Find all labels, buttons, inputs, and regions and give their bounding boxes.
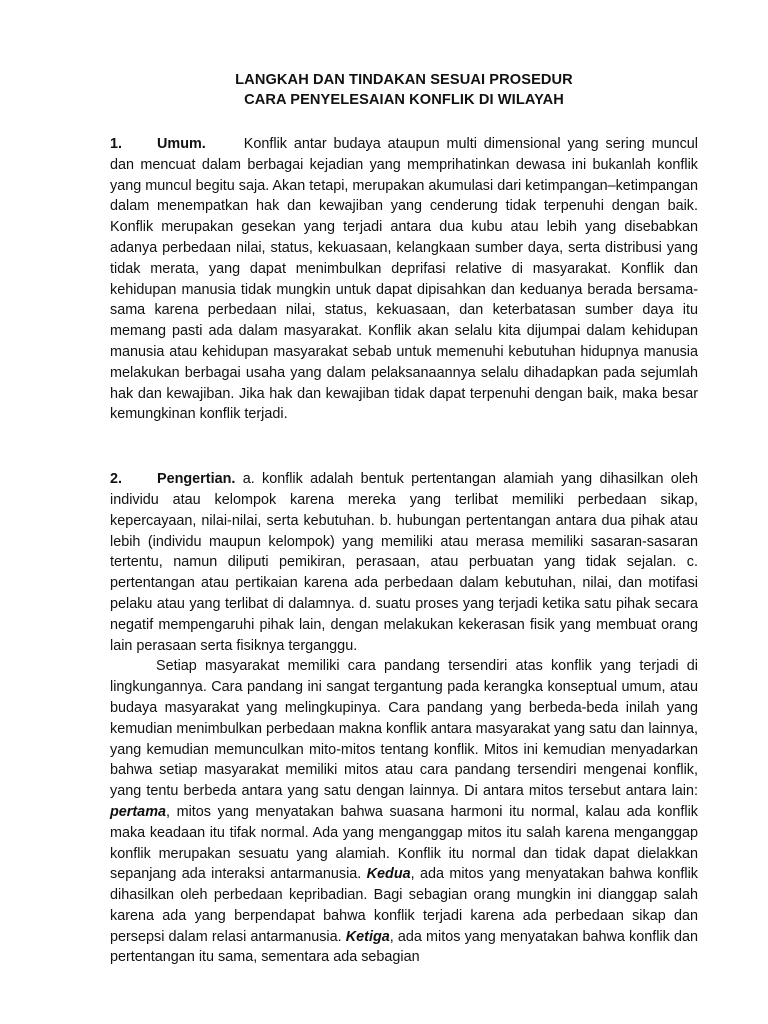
emphasis-pertama: pertama [110, 803, 166, 820]
title-line-2: CARA PENYELESAIAN KONFLIK DI WILAYAH [244, 92, 564, 108]
emphasis-ketiga: Ketiga [345, 928, 390, 945]
section-1-number: 1. [110, 136, 123, 152]
section-1-paragraph [110, 134, 698, 425]
section-2-paragraph [110, 469, 698, 656]
section-1-heading: Umum. [157, 136, 206, 152]
p2-text-b: , mitos yang menyatakan bahwa suasana harmoni itu normal, kalau ada konflik maka keadaan itu tifak normal. Ada yang menganggap mitos itu salah karena menganggap konflik merupakan sesuatu yang alamiah. Konflik itu normal dan tidak dapat dielakkan sepanjang ada interaksi antarmanusia. [110, 803, 698, 883]
p2-text-c: , ada mitos yang menyatakan bahwa konflik dihasilkan oleh perbedaan kepribadian. Bagi sebagian orang mungkin ini dianggap salah karena ada yang berpendapat bahwa konflik terjadi karena ada perbedaan sikap dan persepsi dalam relasi antarmanusia. [110, 866, 698, 945]
section-2-heading: Pengertian. [157, 471, 236, 488]
page-title [110, 70, 698, 110]
section-2-paragraph-2 [110, 656, 698, 968]
p2-text-d: , ada mitos yang menyatakan bahwa konflik dan pertentangan itu sama, sementara ada sebagian [110, 928, 698, 966]
p2-text-a: Setiap masyarakat memiliki cara pandang tersendiri atas konflik yang terjadi di lingkungannya. Cara pandang ini sangat tergantung pada kerangka konseptual umum, atau budaya masyarakat yang melingkupinya. Cara pandang yang berbeda-beda inilah yang kemudian menimbulkan perbedaan makna konflik antara masyarakat yang satu dan lainnya, yang kemudian memunculkan mito-mitos tentang konflik. Mitos ini kemudian menyadarkan bahwa setiap masyarakat memiliki mitos atau cara pandang tersendiri mengenai konflik, yang tentu berbeda antara yang satu dengan lainnya. Di antara mitos tersebut antara lain: [110, 658, 698, 800]
title-line-1: LANGKAH DAN TINDAKAN SESUAI PROSEDUR [235, 72, 573, 88]
section-2-number: 2. [110, 471, 123, 488]
emphasis-kedua: Kedua [366, 866, 411, 883]
section-1-text: Konflik antar budaya ataupun multi dimensional yang sering muncul dan mencuat dalam berbagai kejadian yang memprihatinkan dewasa ini bukanlah konflik yang muncul begitu saja. Akan tetapi, merupakan akumulasi dari ketimpangan–ketimpangan dalam menempatkan hak dan kewajiban yang cenderung tidak terpenuhi dengan baik. Konflik merupakan gesekan yang terjadi antara dua kubu atau lebih yang disebabkan adanya perbedaan nilai, status, kekuasaan, kelangkaan sumber daya, serta distribusi yang tidak merata, yang dapat menimbulkan deprifasi relative di masyarakat. Konflik dan kehidupan manusia tidak mungkin untuk dapat dipisahkan dan keduanya berada bersama-sama karena perbedaan nilai, status, kekuasaan, dan keterbatasan sumber daya itu memang pasti ada dalam masyarakat. Konflik akan selalu kita dijumpai dalam kehidupan manusia atau kehidupan masyarakat sebab untuk memenuhi kebutuhan hidupnya manusia melakukan berbagai usaha yang dalam pelaksanaannya selalu dihadapkan pada sejumlah hak dan kewajiban. Jika hak dan kewajiban tidak dapat terpenuhi dengan baik, maka besar kemungkinan konflik terjadi. [110, 136, 698, 423]
section-2-text: a. konflik adalah bentuk pertentangan alamiah yang dihasilkan oleh individu atau kelompok karena mereka yang terlibat memiliki perbedaan sikap, kepercayaan, nilai-nilai, serta kebutuhan. b. hubungan pertentangan antara dua pihak atau lebih (individu maupun kelompok) yang memiliki atau merasa memiliki sasaran-sasaran tertentu, namun diliputi pemikiran, perasaan, atau perbuatan yang tidak sejalan. c. pertentangan atau pertikaian karena ada perbedaan dalam kebutuhan, nilai, dan motifasi pelaku atau yang terlibat di dalamnya. d. suatu proses yang terjadi ketika satu pihak secara negatif mempengaruhi pihak lain, dengan melakukan kekerasan fisik yang membuat orang lain perasaan serta fisiknya terganggu. [110, 471, 698, 654]
